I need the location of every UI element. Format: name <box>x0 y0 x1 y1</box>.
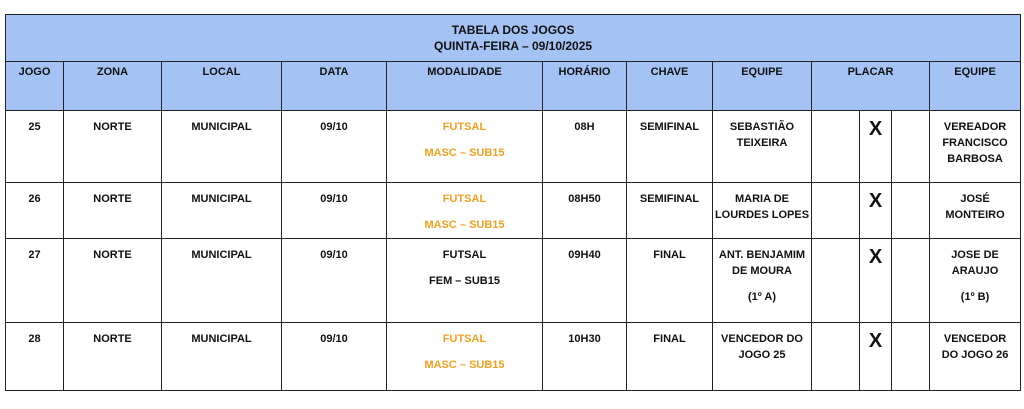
header-equipe-2: EQUIPE <box>930 62 1021 111</box>
team-name-line: (1º B) <box>960 291 990 303</box>
cell-equipe-1 <box>713 239 812 323</box>
cell-score-x: X <box>860 323 892 391</box>
cell-score-left <box>812 239 860 323</box>
team-name-line: SEBASTIÃO <box>729 121 795 133</box>
team-name-line: VENCEDOR <box>943 333 1007 345</box>
table-row <box>6 239 1021 323</box>
cell-chave: SEMIFINAL <box>627 183 713 239</box>
cell-zona: NORTE <box>64 323 162 391</box>
team-name-line: VEREADOR <box>943 121 1007 133</box>
cell-score-right <box>892 183 930 239</box>
cell-score-left <box>812 323 860 391</box>
cell-jogo: 28 <box>6 323 64 391</box>
cell-score-left <box>812 111 860 183</box>
modalidade-sport: FUTSAL <box>442 121 487 133</box>
team-group: (1º A) <box>747 291 777 303</box>
team-name-line: JOSÉ <box>960 193 990 205</box>
cell-horario: 10H30 <box>543 323 627 391</box>
header-modalidade: MODALIDADE <box>387 62 543 111</box>
header-horario: HORÁRIO <box>543 62 627 111</box>
header-local: LOCAL <box>162 62 282 111</box>
cell-data: 09/10 <box>282 323 387 391</box>
team-name-line: MONTEIRO <box>945 209 1005 221</box>
header-jogo: JOGO <box>6 62 64 111</box>
team-name-line: DE MOURA <box>732 265 792 277</box>
cell-horario: 09H40 <box>543 239 627 323</box>
games-table-container <box>5 14 1020 391</box>
cell-modalidade <box>387 239 543 323</box>
cell-zona: NORTE <box>64 239 162 323</box>
cell-score-x: X <box>860 239 892 323</box>
cell-chave: SEMIFINAL <box>627 111 713 183</box>
table-title-cell <box>6 15 1021 62</box>
cell-score-x: X <box>860 111 892 183</box>
cell-zona: NORTE <box>64 111 162 183</box>
cell-jogo: 26 <box>6 183 64 239</box>
modalidade-category: MASC – SUB15 <box>424 359 505 371</box>
cell-horario: 08H <box>543 111 627 183</box>
cell-equipe-2 <box>930 183 1021 239</box>
modalidade-sport: FUTSAL <box>442 249 487 261</box>
cell-equipe-2 <box>930 239 1021 323</box>
cell-modalidade <box>387 323 543 391</box>
modalidade-sport: FUTSAL <box>442 333 487 345</box>
cell-score-right <box>892 323 930 391</box>
team-name-line: JOGO 25 <box>738 349 786 361</box>
table-row <box>6 323 1021 391</box>
cell-local: MUNICIPAL <box>162 239 282 323</box>
team-name-line: JOSE DE <box>951 249 999 261</box>
modalidade-category: FEM – SUB15 <box>429 275 500 287</box>
cell-equipe-1 <box>713 183 812 239</box>
cell-chave: FINAL <box>627 239 713 323</box>
cell-zona: NORTE <box>64 183 162 239</box>
header-equipe-1: EQUIPE <box>713 62 812 111</box>
modalidade-sport: FUTSAL <box>442 193 487 205</box>
header-data: DATA <box>282 62 387 111</box>
modalidade-category: MASC – SUB15 <box>424 147 505 159</box>
team-name-line: ANT. BENJAMIM <box>718 249 806 261</box>
cell-jogo: 25 <box>6 111 64 183</box>
cell-data: 09/10 <box>282 111 387 183</box>
team-name-line: FRANCISCO <box>942 137 1008 149</box>
team-name-line: MARIA DE <box>735 193 789 205</box>
table-title: TABELA DOS JOGOS <box>451 23 575 37</box>
cell-score-left <box>812 183 860 239</box>
cell-local: MUNICIPAL <box>162 183 282 239</box>
table-row <box>6 183 1021 239</box>
cell-chave: FINAL <box>627 323 713 391</box>
header-chave: CHAVE <box>627 62 713 111</box>
team-name-line: VENCEDOR DO <box>721 333 803 345</box>
cell-jogo: 27 <box>6 239 64 323</box>
table-body <box>6 111 1021 391</box>
cell-local: MUNICIPAL <box>162 111 282 183</box>
cell-data: 09/10 <box>282 183 387 239</box>
table-subtitle: QUINTA-FEIRA – 09/10/2025 <box>434 39 593 53</box>
cell-equipe-2 <box>930 111 1021 183</box>
cell-horario: 08H50 <box>543 183 627 239</box>
team-name-line: TEIXEIRA <box>736 137 788 149</box>
cell-equipe-1 <box>713 323 812 391</box>
cell-score-right <box>892 111 930 183</box>
cell-score-x: X <box>860 183 892 239</box>
table-row <box>6 111 1021 183</box>
cell-equipe-1 <box>713 111 812 183</box>
cell-score-right <box>892 239 930 323</box>
header-placar: PLACAR <box>812 62 930 111</box>
cell-modalidade <box>387 111 543 183</box>
team-name-line: BARBOSA <box>947 153 1003 165</box>
cell-modalidade <box>387 183 543 239</box>
modalidade-category: MASC – SUB15 <box>424 219 505 231</box>
team-name-line: DO JOGO 26 <box>941 349 1009 361</box>
cell-equipe-2 <box>930 323 1021 391</box>
cell-data: 09/10 <box>282 239 387 323</box>
header-zona: ZONA <box>64 62 162 111</box>
games-table <box>5 14 1021 391</box>
team-name-line: LOURDES LOPES <box>714 209 810 221</box>
team-name-line: ARAUJO <box>951 265 999 277</box>
cell-local: MUNICIPAL <box>162 323 282 391</box>
